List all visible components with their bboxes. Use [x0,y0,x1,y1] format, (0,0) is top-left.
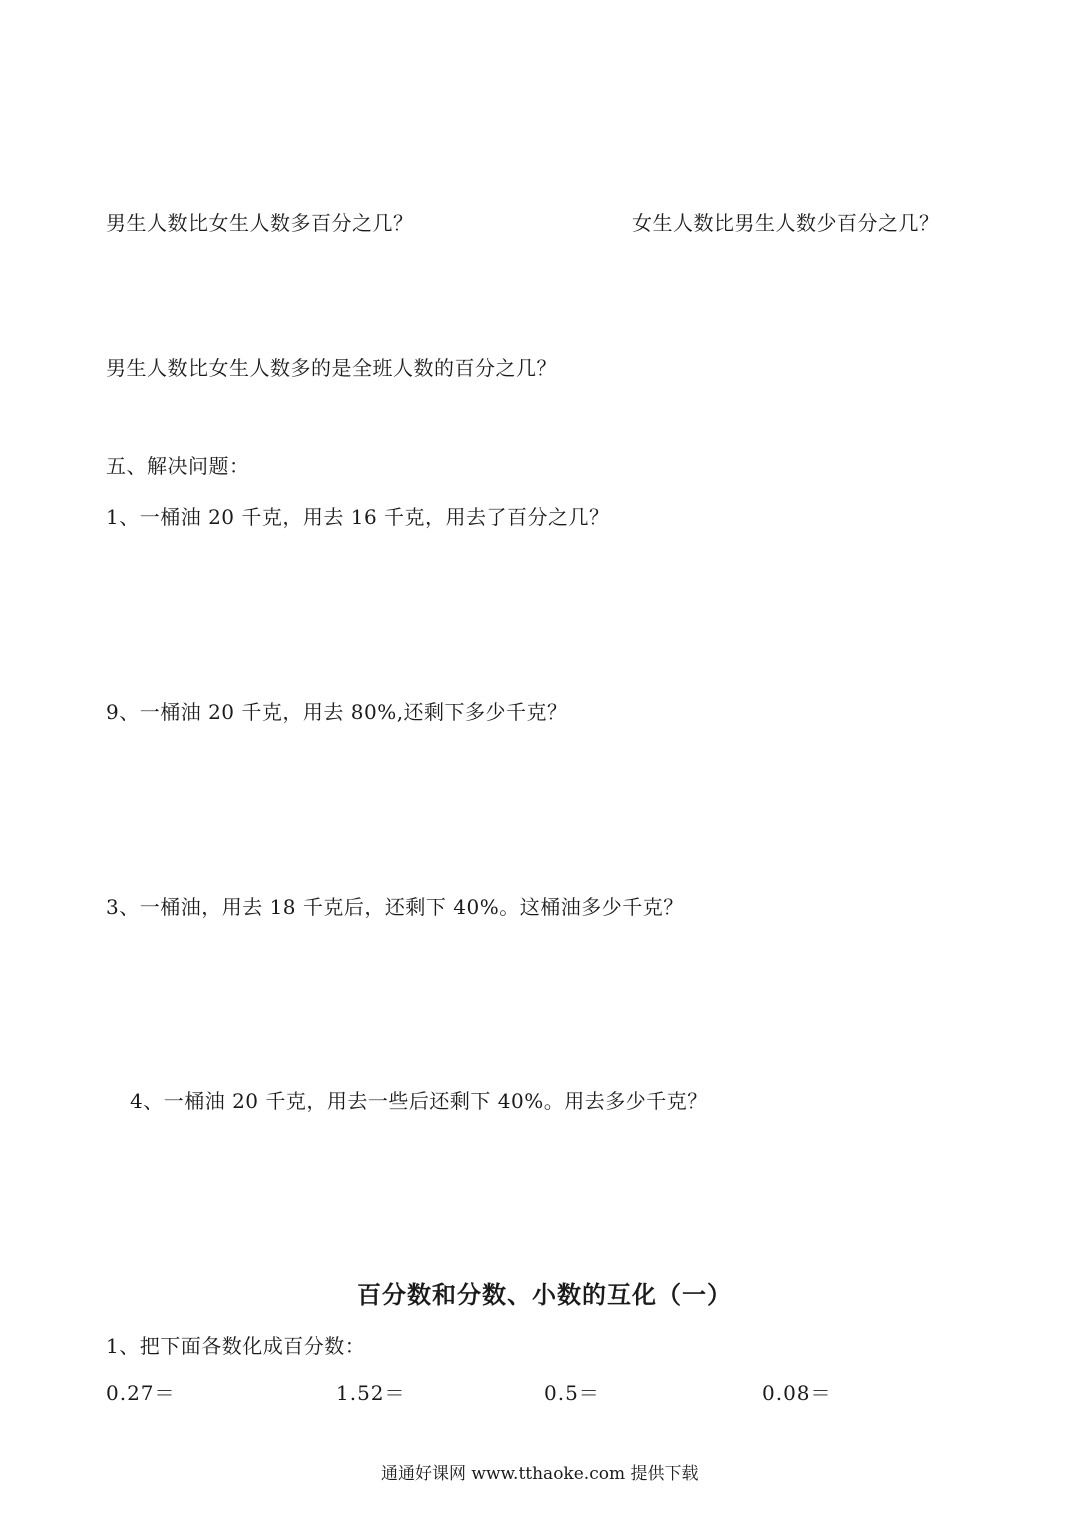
problem-3: 3、一桶油，用去 18 千克后，还剩下 40%。这桶油多少千克？ [106,895,684,919]
conversion-item: 1.52＝ [336,1381,406,1405]
exercise-label: 1、把下面各数化成百分数： [106,1334,366,1358]
lesson-title: 百分数和分数、小数的互化（一） [357,1281,732,1309]
problem-2: 9、一桶油 20 千克，用去 80%,还剩下多少千克？ [106,700,568,724]
page-footer [381,1462,698,1486]
conversion-item: 0.27＝ [106,1381,176,1405]
question-girls-less-than-boys: 女生人数比男生人数少百分之几？ [632,211,940,235]
conversion-item: 0.08＝ [762,1381,832,1405]
problem-4: 4、一桶油 20 千克，用去一些后还剩下 40%。用去多少千克？ [130,1089,708,1113]
conversion-item: 0.5＝ [544,1381,600,1405]
footer-site-name: 通通好课网 [381,1464,466,1484]
question-difference-of-class: 男生人数比女生人数多的是全班人数的百分之几？ [106,356,557,380]
section-heading-solve-problems: 五、解决问题： [106,454,250,478]
footer-url[interactable]: www.tthaoke.com [471,1464,626,1484]
question-boys-more-than-girls: 男生人数比女生人数多百分之几？ [106,211,414,235]
problem-1: 1、一桶油 20 千克，用去 16 千克，用去了百分之几？ [106,505,610,529]
footer-suffix: 提供下载 [630,1464,699,1484]
